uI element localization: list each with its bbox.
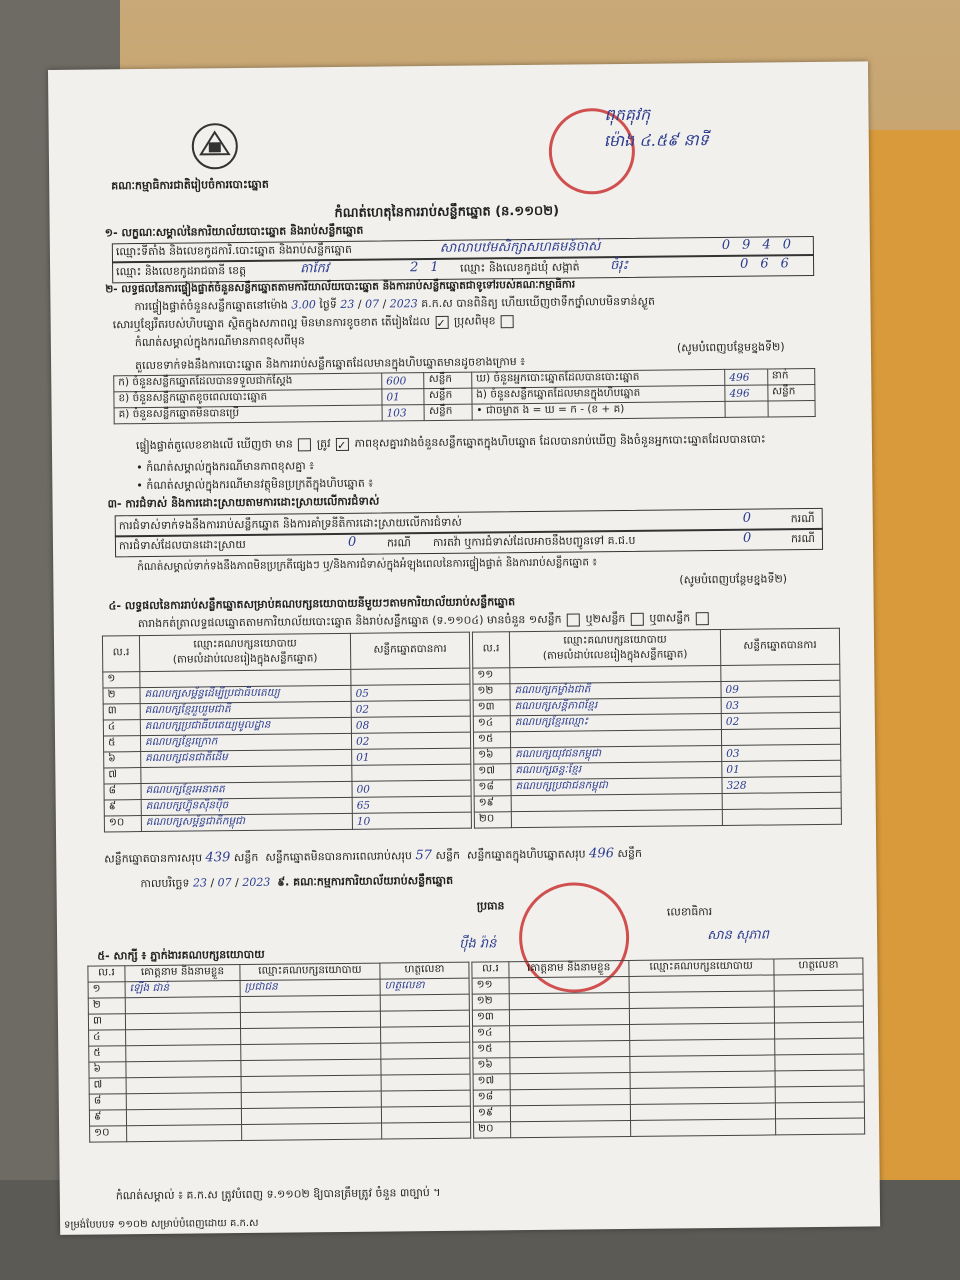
witness-name bbox=[126, 1093, 241, 1110]
count-month: 07 bbox=[364, 297, 380, 311]
witness-sign-right bbox=[775, 1038, 864, 1055]
witness-no: ៩ bbox=[89, 1110, 126, 1126]
count-right-label: ឃ) ចំនួនអ្នកបោះឆ្នោតដែលបានបោះឆ្នោត bbox=[471, 369, 724, 388]
footer-note: កំណត់សម្គាល់ ៖ គ.ក.ស ត្រូវបំពេញ ទ.១១០២ ឱ្យបានត្រឹមត្រូវ ចំនួន ៣ច្បាប់ ។ bbox=[115, 1185, 441, 1203]
witness-no: ៦ bbox=[89, 1062, 126, 1078]
party-no: ៤ bbox=[103, 720, 140, 736]
party-votes bbox=[351, 668, 470, 685]
witness-party bbox=[240, 995, 380, 1012]
party-votes: 01 bbox=[722, 760, 841, 777]
party-name bbox=[511, 809, 722, 827]
count-right-label: ង) ចំនួនសន្លឹកឆ្នោតដែលមានក្នុងហិបឆ្នោត bbox=[472, 385, 725, 404]
count-right-value: 496 bbox=[725, 369, 768, 385]
objection-row2-label2: ការតវ៉ា ឬការជំទាស់ដែលអាចនឹងបញ្ជូនទៅ គ.ជ.ប bbox=[432, 533, 636, 549]
witness-row bbox=[90, 1122, 471, 1142]
section1-row1-code: 0940 bbox=[721, 237, 804, 253]
party-no: ២ bbox=[103, 688, 140, 704]
total-invalid-unit: សន្លឹក bbox=[435, 848, 461, 862]
party-votes: 10 bbox=[352, 812, 471, 829]
party-row bbox=[474, 808, 841, 828]
witness-col-no-right: ល.រ bbox=[472, 962, 509, 978]
col-party bbox=[139, 633, 350, 671]
col-party-right-sub: (តាមលំដាប់លេខរៀងក្នុងសន្លឹកឆ្នោត) bbox=[542, 647, 688, 662]
witness-name-right bbox=[510, 1040, 630, 1057]
check-opt-label: ត្រូវ bbox=[316, 437, 331, 451]
witness-sign-right bbox=[775, 1022, 864, 1039]
total-invalid-label: សន្លឹកឆ្នោតមិនបានការពេលរាប់សរុប bbox=[265, 849, 413, 864]
check-line-text: ផ្ទៀងផ្ទាត់តួលេខខាងលើ ឃើញថា មាន bbox=[135, 437, 293, 453]
sheets-3-label: ឬ៣សន្លឹក bbox=[649, 611, 691, 625]
total-box-label: សន្លឹកឆ្នោតក្នុងហិបឆ្នោតសរុប bbox=[466, 847, 586, 862]
section2-line2 bbox=[113, 314, 517, 334]
witness-col-name: គោត្តនាម និងនាមខ្លួន bbox=[125, 965, 240, 982]
form-sheet bbox=[48, 61, 880, 1235]
objection-row2-unit: ករណី bbox=[386, 536, 411, 550]
party-votes: 05 bbox=[351, 684, 470, 701]
party-no: ១១ bbox=[473, 668, 510, 684]
objection-row2-value: 0 bbox=[347, 534, 357, 550]
witness-party-right bbox=[629, 1039, 775, 1057]
total-valid-unit: សន្លឹក bbox=[233, 850, 259, 865]
section5-heading: ៥- សាក្សី ៖ ភ្នាក់ងារគណបក្សនយោបាយ bbox=[97, 947, 265, 963]
witness-sign bbox=[381, 1106, 470, 1123]
section3-heading: ៣- ការជំទាស់ និងការដោះស្រាយតាមការដោះស្រាយលើការជំទាស់ bbox=[107, 494, 380, 511]
witness-col-sign-right: ហត្ថលេខា bbox=[774, 958, 863, 975]
witness-left-table bbox=[87, 962, 471, 1143]
totals-line bbox=[104, 846, 642, 869]
count-right-unit: សន្លឹក bbox=[767, 384, 815, 400]
witness-col-name-right: គោត្តនាម និងនាមខ្លួន bbox=[509, 960, 629, 977]
col-no: ល.រ bbox=[102, 636, 139, 672]
party-votes: 328 bbox=[722, 776, 841, 793]
party-votes bbox=[722, 808, 841, 825]
count-right-unit: នាក់ bbox=[767, 368, 815, 384]
party-no: ២០ bbox=[474, 812, 511, 828]
party-results-left-table bbox=[102, 632, 472, 833]
col-party-right-label: ឈ្មោះគណបក្សនយោបាយ bbox=[563, 633, 667, 647]
seal-no-checkbox[interactable] bbox=[501, 315, 514, 328]
witness-col-party-right: ឈ្មោះគណបក្សនយោបាយ bbox=[628, 959, 774, 977]
party-no: ៣ bbox=[103, 704, 140, 720]
count-right-value: 496 bbox=[725, 385, 768, 401]
count-left-label: ក) ចំនួនសន្លឹកឆ្នោតដែលបានទទួលជាក់ស្តែង bbox=[114, 373, 382, 392]
org-name: គណៈកម្មាធិការជាតិរៀបចំការបោះឆ្នោត bbox=[111, 177, 269, 193]
witness-sign bbox=[380, 994, 469, 1011]
party-votes: 02 bbox=[351, 732, 470, 749]
witness-sign-right bbox=[774, 990, 863, 1007]
total-box-value: 496 bbox=[589, 846, 615, 862]
witness-party bbox=[240, 1011, 380, 1028]
witness-no: ៧ bbox=[89, 1078, 126, 1094]
section2-line1: ការផ្ទៀងផ្ទាត់ចំនួនសន្លឹកឆ្នោតនៅម៉ោង 3.00 ថ្ងៃទី 23 / 07 / 2023 គ.ក.ស បានពិនិត្យ ហើយឃើញថាទឹកថ្នាំលាបមិនទាន់ស្ងួត bbox=[134, 294, 656, 314]
party-name: គណបក្សសម្ព័ន្ធដើម្បីប្រជាធិបតេយ្យ bbox=[140, 685, 351, 703]
witness-name: ឡើង ជាន់ bbox=[125, 981, 240, 998]
count-left-label: គ) ចំនួនសន្លឹកឆ្នោតមិនបានប្រើ bbox=[114, 405, 382, 424]
witness-name bbox=[126, 1109, 241, 1126]
party-name: គណបក្សប្រជាធិបតេយ្យមូលដ្ឋាន bbox=[140, 717, 351, 735]
count-time: 3.00 bbox=[291, 298, 316, 312]
seal-ok-checkbox[interactable]: ✓ bbox=[435, 315, 448, 328]
count-year: 2023 bbox=[389, 297, 418, 311]
witness-name-right bbox=[510, 1104, 630, 1121]
party-no: ៧ bbox=[104, 768, 141, 784]
section1-row2-code: 21 bbox=[410, 259, 451, 276]
witness-sign bbox=[382, 1122, 471, 1139]
sheets-1-checkbox[interactable] bbox=[567, 613, 580, 626]
witness-party bbox=[241, 1075, 381, 1092]
witness-party bbox=[242, 1123, 382, 1140]
party-votes: 01 bbox=[352, 748, 471, 765]
col-votes: សន្លឹកឆ្នោតបានការ bbox=[350, 632, 469, 669]
party-votes: 02 bbox=[721, 712, 840, 729]
section3-note: កំណត់សម្គាល់ទាក់ទងនឹងភាពមិនប្រក្រតីផ្សេងៗ ឬ/និងការជំទាស់ក្នុងអំឡុងពេលនៃការផ្ទៀងផ្ទាត់ និងការរាប់សន្លឹកឆ្នោត ៖ bbox=[137, 556, 598, 574]
secretary-label: លេខាធិការ bbox=[666, 905, 713, 919]
section3-fill: (សូមបំពេញបន្ថែមខ្នងទី២) bbox=[679, 572, 788, 587]
party-no: ១០ bbox=[104, 816, 141, 832]
form-title: កំណត់ហេតុនៃការរាប់សន្លឹកឆ្នោត (ន.១១០២) bbox=[334, 203, 560, 222]
col-party-right bbox=[509, 629, 720, 667]
day-label: ថ្ងៃទី bbox=[319, 297, 337, 312]
sheets-2-label: ឬ២សន្លឹក bbox=[585, 611, 626, 626]
witness-no: ១ bbox=[88, 982, 125, 998]
count-right-value bbox=[725, 401, 768, 417]
total-invalid-value: 57 bbox=[415, 848, 433, 864]
count-left-value: 103 bbox=[382, 405, 425, 421]
section2-note: កំណត់សម្គាល់ក្នុងករណីមានភាពខុសពីមុន bbox=[134, 334, 305, 350]
witness-sign bbox=[381, 1058, 470, 1075]
count-left-unit: សន្លឹក bbox=[425, 404, 472, 420]
total-box-unit: សន្លឹក bbox=[617, 846, 642, 861]
witness-sign bbox=[381, 1090, 470, 1107]
date-day: 23 bbox=[192, 876, 207, 890]
bullet-anomaly-note: • កំណត់សម្គាល់ក្នុងករណីមានវត្ថុមិនប្រក្រតីក្នុងហិបឆ្នោត ៖ bbox=[136, 476, 374, 493]
section4-heading: ៤- លទ្ធផលនៃការរាប់សន្លឹកឆ្នោតសម្រាប់គណបក្សនយោបាយនីមួយៗតាមការិយាល័យរាប់សន្លឹកឆ្នោត bbox=[108, 595, 516, 613]
nec-logo-icon bbox=[187, 120, 244, 173]
ballot-count-table bbox=[113, 368, 815, 424]
witness-col-sign: ហត្ថលេខា bbox=[380, 962, 469, 979]
party-no: ១៦ bbox=[474, 748, 511, 764]
witness-party bbox=[241, 1027, 381, 1044]
witness-party bbox=[241, 1059, 381, 1076]
witness-no: ៤ bbox=[89, 1030, 126, 1046]
objection-row1-label: ការជំទាស់ទាក់ទងនឹងការរាប់សន្លឹកឆ្នោត និងការគាំទ្រនីតិការដោះស្រាយលើការជំទាស់ bbox=[118, 515, 462, 533]
witness-party-right bbox=[629, 1055, 775, 1073]
committee-label: ៩. គណៈកម្មការការិយាល័យរាប់សន្លឹកឆ្នោត bbox=[277, 873, 454, 889]
party-no: ៥ bbox=[103, 736, 140, 752]
party-name: គណបក្សជនជាតិដើម bbox=[141, 749, 352, 767]
witness-sign bbox=[381, 1026, 470, 1043]
witness-no-right: ១៥ bbox=[473, 1042, 510, 1058]
witness-no-right: ១៦ bbox=[473, 1058, 510, 1074]
chair-name: ប៉ឹង រ៉ាន់ bbox=[459, 936, 497, 952]
party-no: ១៧ bbox=[474, 764, 511, 780]
witness-no-right: ២០ bbox=[474, 1122, 511, 1138]
objection-row1-value: 0 bbox=[742, 510, 752, 526]
witness-sign-right bbox=[775, 1054, 864, 1071]
party-votes: 03 bbox=[722, 744, 841, 761]
witness-sign-right bbox=[775, 1070, 864, 1087]
witness-no-right: ១៣ bbox=[472, 1010, 509, 1026]
witness-no-right: ១៩ bbox=[473, 1106, 510, 1122]
party-name: គណបក្សសន្តិភាពខ្មែរ bbox=[510, 697, 721, 715]
witness-sign-right bbox=[774, 1006, 863, 1023]
witness-col-party: ឈ្មោះគណបក្សនយោបាយ bbox=[240, 963, 380, 980]
witness-sign-right bbox=[774, 974, 863, 991]
witness-name bbox=[127, 1125, 242, 1142]
witness-party-right bbox=[630, 1103, 776, 1121]
section2-line1-rest: គ.ក.ស បានពិនិត្យ ហើយឃើញថាទឹកថ្នាំលាបមិនទាន់ស្ងួត bbox=[421, 294, 656, 311]
section1-row2-value2: ចំរុះ bbox=[610, 257, 629, 274]
section2-line1-label: ការផ្ទៀងផ្ទាត់ចំនួនសន្លឹកឆ្នោតនៅម៉ោង bbox=[134, 298, 288, 314]
party-votes: 00 bbox=[352, 780, 471, 797]
witness-no-right: ១២ bbox=[472, 994, 509, 1010]
witness-name bbox=[126, 1061, 241, 1078]
col-party-sub: (តាមលំដាប់លេខរៀងក្នុងសន្លឹកឆ្នោត) bbox=[172, 651, 318, 666]
witness-no: ៣ bbox=[88, 1014, 125, 1030]
witness-name-right bbox=[509, 992, 629, 1009]
footer-form-label: ទម្រង់បែបបទ ១១០២ សម្រាប់បំពេញដោយ គ.ក.ស bbox=[64, 1217, 259, 1231]
witness-party-right bbox=[629, 1023, 775, 1041]
objection-row2-unit2: ករណី bbox=[790, 531, 815, 546]
witness-name bbox=[126, 1045, 241, 1062]
party-votes bbox=[352, 764, 471, 781]
party-name: គណបក្សហ៊្វុនស៊ិនប៉ិច bbox=[141, 797, 352, 815]
witness-name bbox=[125, 1013, 240, 1030]
sheets-2-checkbox[interactable] bbox=[631, 612, 644, 625]
objection-row1-unit: ករណី bbox=[790, 511, 815, 526]
witness-name bbox=[125, 997, 240, 1014]
witness-right-table bbox=[471, 958, 865, 1139]
party-name: គណបក្សខ្មែររួបរួមជាតិ bbox=[140, 701, 351, 719]
date-label: កាលបរិច្ឆេទ bbox=[140, 876, 190, 891]
party-no: ១៣ bbox=[473, 700, 510, 716]
party-votes: 02 bbox=[351, 700, 470, 717]
party-name: គណបក្សខ្មែរឈ្មោះ bbox=[510, 713, 721, 731]
party-votes: 09 bbox=[721, 680, 840, 697]
witness-party-right bbox=[630, 1071, 776, 1089]
objection-row2-label: ការជំទាស់ដែលបានដោះស្រាយ bbox=[118, 537, 246, 553]
count-right-label: • ជាចម្លាត ង = ឃ = ក - (ខ + គ) bbox=[472, 401, 725, 420]
party-row bbox=[104, 812, 471, 832]
section2-line2-text: សោរ​ឬខ្សែរឹតរបស់ហិបឆ្នោត ស្ថិតក្នុងសភាពល្អ មិនមានការខូចខាត តើរៀងដែល bbox=[112, 315, 431, 332]
witness-no: ៥ bbox=[89, 1046, 126, 1062]
party-no: ១៤ bbox=[473, 716, 510, 732]
party-name: គណបក្សយុវជនកម្ពុជា bbox=[511, 745, 722, 763]
section1-row1-value: សាលាបឋមសិក្សាសហគមន៍ចាស់ bbox=[439, 239, 601, 256]
witness-sign: ហត្ថលេខា bbox=[380, 978, 469, 995]
witness-party-right bbox=[629, 991, 775, 1009]
witness-no-right: ១១ bbox=[472, 978, 509, 994]
witness-no: ៨ bbox=[89, 1094, 126, 1110]
witness-no-right: ១៤ bbox=[473, 1026, 510, 1042]
witness-name-right bbox=[510, 1072, 630, 1089]
party-no: ១៩ bbox=[474, 796, 511, 812]
witness-name-right bbox=[511, 1120, 631, 1137]
witness-party bbox=[241, 1043, 381, 1060]
total-valid-value: 439 bbox=[205, 850, 231, 866]
check-diff-checkbox[interactable]: ✓ bbox=[336, 437, 349, 450]
section1-row2-label2: ឈ្មោះ និងលេខកូដឃុំ សង្កាត់ bbox=[460, 260, 580, 275]
col-votes-right: សន្លឹកឆ្នោតបានការ bbox=[720, 628, 839, 665]
witness-name bbox=[126, 1077, 241, 1094]
check-line bbox=[136, 433, 766, 456]
party-name: គណបក្សខ្មែរក្រោក bbox=[140, 733, 351, 751]
party-name: គណបក្សប្រជាជនកម្ពុជា bbox=[511, 777, 722, 795]
party-votes bbox=[721, 728, 840, 745]
party-no: ៨ bbox=[104, 784, 141, 800]
witness-col-no: ល.រ bbox=[88, 966, 125, 982]
total-valid-label: សន្លឹកឆ្នោតបានការសរុប bbox=[104, 851, 203, 866]
count-right-unit bbox=[768, 400, 816, 416]
witness-party-right bbox=[629, 1007, 775, 1025]
count-left-value: 600 bbox=[382, 373, 425, 389]
col-party-label: ឈ្មោះគណបក្សនយោបាយ bbox=[193, 636, 297, 651]
party-name: គណបក្សខ្មែរអនាគត bbox=[141, 781, 352, 799]
seal-yes-label: ប្រុសពិមុខ bbox=[453, 314, 496, 328]
party-no: ៦ bbox=[104, 752, 141, 768]
party-name: គណបក្សកម្លាំងជាតិ bbox=[510, 681, 721, 699]
witness-no: ១០ bbox=[90, 1126, 127, 1142]
count-day: 23 bbox=[340, 297, 355, 311]
stamp-code: ពុកគុវកុ bbox=[604, 104, 651, 125]
secretary-name: សាន សុភាព bbox=[707, 927, 770, 944]
witness-name-right bbox=[510, 1024, 630, 1041]
date-line: កាលបរិច្ឆេទ 23 / 07 / 2023 ៩. គណៈកម្មការការិយាល័យរាប់សន្លឹកឆ្នោត bbox=[140, 873, 454, 891]
witness-party-right bbox=[630, 1119, 776, 1137]
witness-party bbox=[241, 1091, 381, 1108]
witness-sign bbox=[381, 1074, 470, 1091]
count-left-label: ខ) ចំនួនសន្លឹកឆ្នោតខូចពេលបោះឆ្នោត bbox=[114, 389, 382, 408]
party-no: ១៨ bbox=[474, 780, 511, 796]
party-votes bbox=[721, 664, 840, 681]
witness-sign-right bbox=[775, 1086, 864, 1103]
witness-party-right bbox=[630, 1087, 776, 1105]
witness-name bbox=[126, 1029, 241, 1046]
section2-heading: ២- លទ្ធផលនៃការផ្ទៀងផ្ទាត់ចំនួនសន្លឹកឆ្នោតតាមការិយាល័យបោះឆ្នោត និងការរាប់សន្លឹកឆ្នោតជាទូទៅរបស់គណៈកម្មាធិការ bbox=[105, 278, 576, 296]
col-no-right: ល.រ bbox=[472, 632, 509, 668]
section1-row1-label: ឈ្មោះទីតាំង និងលេខកូដការិ.បោះឆ្នោត និងរាប់សន្លឹកឆ្នោត bbox=[115, 242, 353, 259]
witness-name-right bbox=[509, 1008, 629, 1025]
party-no: ១ bbox=[103, 672, 140, 688]
witness-sign bbox=[380, 1010, 469, 1027]
witness-party-right bbox=[629, 975, 775, 993]
party-name: គណបក្សសម្ព័ន្ធជាតិកម្ពុជា bbox=[141, 813, 352, 831]
section1-row2-value: តាកែវ bbox=[300, 261, 330, 277]
witness-sign-right bbox=[775, 1102, 864, 1119]
bullet-diff-note: • កំណត់សម្គាល់ក្នុងករណីមានភាពខុសគ្នា ៖ bbox=[136, 459, 315, 475]
witness-party: ប្រជាជន bbox=[240, 979, 380, 996]
witness-no: ២ bbox=[88, 998, 125, 1014]
witness-sign-right bbox=[776, 1118, 865, 1135]
witness-name-right bbox=[509, 976, 629, 993]
party-name: គណបក្សឆន្ទៈខ្មែរ bbox=[511, 761, 722, 779]
party-votes: 08 bbox=[351, 716, 470, 733]
date-year: 2023 bbox=[242, 875, 271, 890]
party-votes: 65 bbox=[352, 796, 471, 813]
chair-label: ប្រធាន bbox=[476, 899, 505, 913]
section1-heading: ១- លក្ខណៈសម្គាល់នៃការិយាល័យបោះឆ្នោត និងរាប់សន្លឹកឆ្នោត bbox=[104, 223, 364, 240]
section1-row2-label: ឈ្មោះ និងលេខកូដរាជធានី ខេត្ត bbox=[116, 263, 247, 279]
witness-party bbox=[241, 1107, 381, 1124]
party-votes: 03 bbox=[721, 696, 840, 713]
section2-intro: តួលេខទាក់ទងនឹងការបោះឆ្នោត និងការរាប់សន្លឹកឆ្នោតដែលមានក្នុងហិបឆ្នោតមានដូចខាងក្រោម ៖ bbox=[135, 355, 526, 373]
count-left-unit: សន្លឹក bbox=[424, 388, 471, 404]
section1-row2-code2: 066 bbox=[739, 256, 801, 272]
section2-fill: (សូមបំពេញបន្ថែមខ្នងទី២) bbox=[676, 340, 785, 355]
stamp-time: ម៉ោង ៤.៥៩ នាទី bbox=[603, 130, 709, 151]
party-votes bbox=[722, 792, 841, 809]
party-results-right-table bbox=[472, 628, 842, 829]
witness-no-right: ១៨ bbox=[473, 1090, 510, 1106]
witness-sign bbox=[381, 1042, 470, 1059]
witness-no-right: ១៧ bbox=[473, 1074, 510, 1090]
date-month: 07 bbox=[217, 876, 232, 890]
witness-row-right bbox=[474, 1118, 865, 1138]
check-none-checkbox[interactable] bbox=[298, 438, 311, 451]
party-no: ១៥ bbox=[473, 732, 510, 748]
witness-name-right bbox=[510, 1056, 630, 1073]
witness-name-right bbox=[510, 1088, 630, 1105]
count-left-unit: សន្លឹក bbox=[424, 372, 471, 388]
party-no: ៩ bbox=[104, 800, 141, 816]
party-no: ១២ bbox=[473, 684, 510, 700]
section4-subline-text: តារាងកត់ត្រាលទ្ធផលឆ្នោតតាមការិយាល័យបោះឆ្នោត និងរាប់សន្លឹកឆ្នោត (ទ.១១០៤) មានចំនួន ១សន្លឹក bbox=[137, 612, 562, 631]
check-rest-text: ភាពខុសគ្នារវាងចំនួនសន្លឹកឆ្នោតក្នុងហិបឆ្នោត ដែលបានរាប់ឃើញ និងចំនួនអ្នកបោះឆ្នោតដែលបានបោះ bbox=[354, 432, 766, 450]
sheets-3-checkbox[interactable] bbox=[696, 612, 709, 625]
count-left-value: 01 bbox=[382, 389, 425, 405]
objection-row2-value2: 0 bbox=[742, 530, 752, 546]
